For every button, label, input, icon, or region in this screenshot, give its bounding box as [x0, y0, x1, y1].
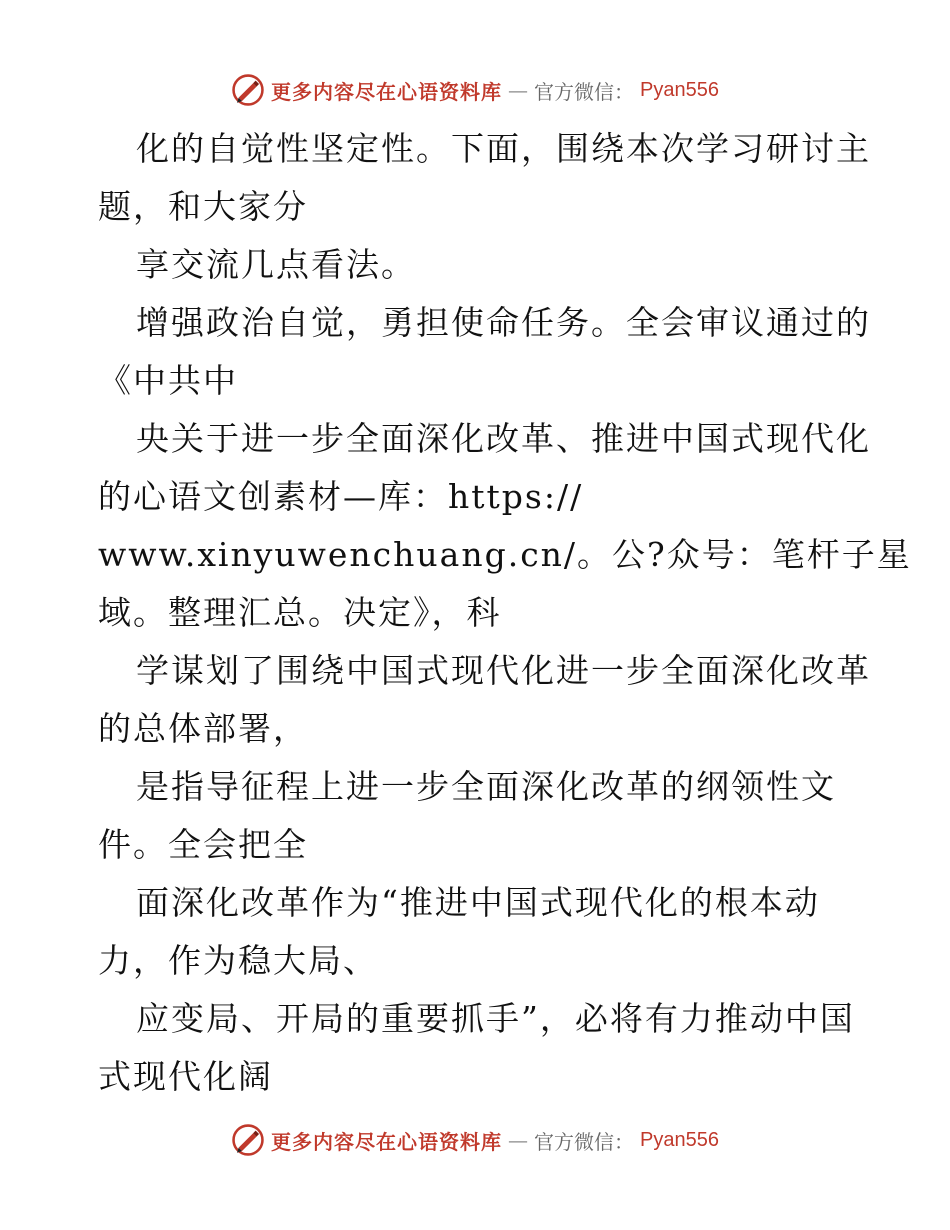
body-line: 增强政治自觉，勇担使命任务。全会审议通过的	[136, 303, 871, 342]
header-brand-text: 更多内容尽在心语资料库	[271, 79, 503, 104]
header-dash: —	[508, 78, 529, 102]
footer-wechat-id: Pyan556	[640, 1128, 719, 1151]
footer-brand	[231, 1123, 719, 1157]
body-line: 享交流几点看法。	[136, 245, 416, 284]
header-wechat-label: 官方微信：	[534, 79, 635, 104]
body-line: www.xinyuwenchuang.cn/。公?众号：笔杆子星	[98, 535, 912, 574]
body-line: 题，和大家分	[98, 187, 308, 226]
body-line: 学谋划了围绕中国式现代化进一步全面深化改革	[136, 651, 871, 690]
footer-wechat-label: 官方微信：	[534, 1129, 635, 1154]
body-line: 是指导征程上进一步全面深化改革的纲领性文	[136, 767, 836, 806]
body-line: 《中共中	[98, 361, 238, 400]
body-line: 域。整理汇总。决定》，科	[98, 593, 502, 632]
page-footer	[0, 1120, 950, 1160]
page-header	[0, 70, 950, 110]
body-line: 力，作为稳大局、	[98, 941, 378, 980]
body-line: 式现代化阔	[98, 1057, 273, 1096]
pen-logo-icon	[231, 1123, 265, 1157]
document-body	[98, 120, 912, 1106]
body-line: 件。全会把全	[98, 825, 308, 864]
body-line: 应变局、开局的重要抓手”，必将有力推动中国	[136, 999, 855, 1038]
header-brand	[231, 73, 719, 107]
body-line: 央关于进一步全面深化改革、推进中国式现代化	[136, 419, 871, 458]
footer-dash: —	[508, 1128, 529, 1152]
body-line: 的总体部署，	[98, 709, 308, 748]
footer-brand-text: 更多内容尽在心语资料库	[271, 1129, 503, 1154]
header-wechat-id: Pyan556	[640, 78, 719, 101]
pen-logo-icon	[231, 73, 265, 107]
body-line: 面深化改革作为“推进中国式现代化的根本动	[136, 883, 820, 922]
body-line: 的心语文创素材—库：https://	[98, 477, 584, 516]
body-line: 化的自觉性坚定性。下面，围绕本次学习研讨主	[136, 129, 871, 168]
